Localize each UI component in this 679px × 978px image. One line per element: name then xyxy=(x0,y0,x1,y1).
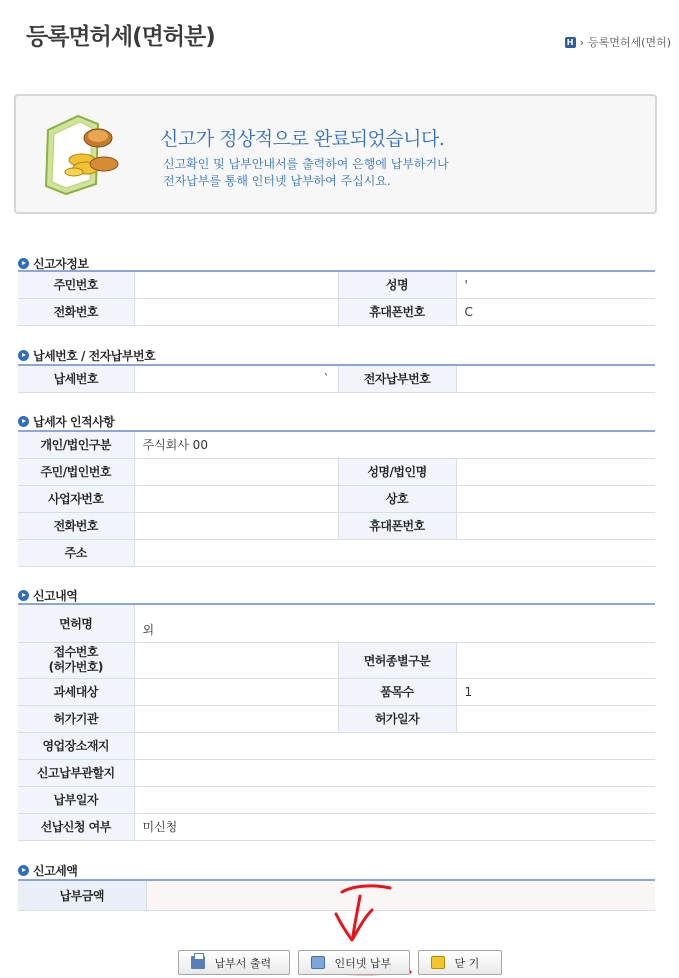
report-table xyxy=(18,603,655,841)
completion-message-box xyxy=(14,94,657,214)
reporter-name-value: ' xyxy=(456,271,655,298)
home-icon[interactable]: H xyxy=(565,37,576,48)
bullet-icon xyxy=(18,258,29,269)
report-items-value: 1 xyxy=(456,678,655,705)
section-tax-title xyxy=(18,862,77,879)
printer-icon xyxy=(191,956,205,969)
close-button[interactable] xyxy=(418,950,502,975)
report-permit-date-label: 허가일자 xyxy=(338,705,456,732)
taxpayer-company-label: 상호 xyxy=(338,485,456,512)
report-license-type-value xyxy=(456,642,655,678)
table-row xyxy=(18,880,655,910)
table-row xyxy=(18,365,655,392)
table-row xyxy=(18,431,655,458)
section-report-label: 신고내역 xyxy=(33,589,78,603)
internet-pay-icon xyxy=(311,956,325,969)
report-license-value: 외 xyxy=(134,604,655,642)
report-receipt-label xyxy=(18,642,134,678)
internet-pay-label: 인터넷 납부 xyxy=(334,956,392,970)
taxpayer-rrn-label: 주민/법인번호 xyxy=(18,458,134,485)
section-taxno-label: 납세번호 / 전자납부번호 xyxy=(33,349,156,363)
taxno-label: 납세번호 xyxy=(18,365,134,392)
reporter-phone-label: 전화번호 xyxy=(18,298,134,325)
reporter-rrn-label: 주민번호 xyxy=(18,271,134,298)
table-row xyxy=(18,705,655,732)
section-report-title xyxy=(18,587,77,604)
taxpayer-address-value xyxy=(134,539,655,566)
completion-title: 신고가 정상적으로 완료되었습니다. xyxy=(160,128,445,150)
report-receipt-value xyxy=(134,642,338,678)
bullet-icon xyxy=(18,350,29,361)
report-office-label: 신고납부관할지 xyxy=(18,759,134,786)
section-taxno-title xyxy=(18,347,155,364)
report-prepay-value: 미신청 xyxy=(134,813,655,840)
table-row xyxy=(18,786,655,813)
tax-amount-value xyxy=(146,880,655,910)
report-site-label: 영업장소재지 xyxy=(18,732,134,759)
table-row xyxy=(18,604,655,642)
taxno-table xyxy=(18,364,655,393)
table-row xyxy=(18,642,655,678)
taxpayer-mobile-value xyxy=(456,512,655,539)
table-row xyxy=(18,539,655,566)
close-label: 닫 기 xyxy=(454,956,480,970)
table-row xyxy=(18,298,655,325)
table-row xyxy=(18,485,655,512)
taxpayer-type-value: 주식회사 00 xyxy=(134,431,655,458)
taxpayer-phone-value xyxy=(134,512,338,539)
table-row xyxy=(18,458,655,485)
page-title: 등록면허세(면허분) xyxy=(26,24,215,50)
table-row xyxy=(18,759,655,786)
taxpayer-company-value xyxy=(456,485,655,512)
internet-pay-button[interactable] xyxy=(298,950,410,975)
breadcrumb-current[interactable]: 등록면허세(면허) xyxy=(588,36,671,49)
reporter-mobile-label: 휴대폰번호 xyxy=(338,298,456,325)
section-taxpayer-label: 납세자 인적사항 xyxy=(33,415,115,429)
taxpayer-bizno-label: 사업자번호 xyxy=(18,485,134,512)
epay-value xyxy=(456,365,655,392)
taxpayer-phone-label: 전화번호 xyxy=(18,512,134,539)
taxpayer-rrn-value xyxy=(134,458,338,485)
report-license-type-label: 면허종별구분 xyxy=(338,642,456,678)
table-row xyxy=(18,512,655,539)
completion-desc-line-1: 신고확인 및 납부안내서를 출력하여 은행에 납부하거나 xyxy=(163,157,449,171)
taxpayer-name-label: 성명/법인명 xyxy=(338,458,456,485)
tax-table xyxy=(18,879,655,911)
section-tax-label: 신고세액 xyxy=(33,864,78,878)
report-agency-value xyxy=(134,705,338,732)
taxpayer-mobile-label: 휴대폰번호 xyxy=(338,512,456,539)
report-prepay-label: 선납신청 여부 xyxy=(18,813,134,840)
breadcrumb-separator-icon: › xyxy=(579,35,585,49)
reporter-mobile-value: C xyxy=(456,298,655,325)
epay-label: 전자납부번호 xyxy=(338,365,456,392)
report-paydate-value xyxy=(134,786,655,813)
breadcrumb xyxy=(565,34,671,50)
taxpayer-bizno-value xyxy=(134,485,338,512)
report-target-label: 과세대상 xyxy=(18,678,134,705)
taxno-value: ` xyxy=(134,365,338,392)
reporter-name-label: 성명 xyxy=(338,271,456,298)
bullet-icon xyxy=(18,416,29,427)
report-permit-date-value xyxy=(456,705,655,732)
taxpayer-table xyxy=(18,430,655,567)
taxpayer-type-label: 개인/법인구분 xyxy=(18,431,134,458)
section-taxpayer-title xyxy=(18,413,114,430)
report-target-value xyxy=(134,678,338,705)
report-receipt-label-line-1: 접수번호 xyxy=(53,645,98,659)
section-reporter-label: 신고자정보 xyxy=(33,257,89,271)
report-paydate-label: 납부일자 xyxy=(18,786,134,813)
completion-description xyxy=(163,156,449,190)
tax-amount-label: 납부금액 xyxy=(18,880,146,910)
completion-desc-line-2: 전자납부를 통해 인터넷 납부하여 주십시요. xyxy=(163,174,391,188)
report-site-value xyxy=(134,732,655,759)
report-license-label: 면허명 xyxy=(18,604,134,642)
report-items-label: 품목수 xyxy=(338,678,456,705)
bullet-icon xyxy=(18,590,29,601)
taxpayer-address-label: 주소 xyxy=(18,539,134,566)
report-agency-label: 허가기관 xyxy=(18,705,134,732)
coins-document-icon xyxy=(38,110,126,196)
action-buttons xyxy=(0,950,679,975)
table-row xyxy=(18,678,655,705)
table-row xyxy=(18,732,655,759)
reporter-table xyxy=(18,270,655,326)
table-row xyxy=(18,271,655,298)
report-receipt-label-line-2: (허가번호) xyxy=(48,660,103,674)
print-bill-label: 납부서 출력 xyxy=(214,956,272,970)
bullet-icon xyxy=(18,865,29,876)
print-bill-button[interactable] xyxy=(178,950,290,975)
table-row xyxy=(18,813,655,840)
taxpayer-name-value xyxy=(456,458,655,485)
reporter-phone-value xyxy=(134,298,338,325)
report-office-value xyxy=(134,759,655,786)
close-icon xyxy=(431,956,445,969)
reporter-rrn-value xyxy=(134,271,338,298)
